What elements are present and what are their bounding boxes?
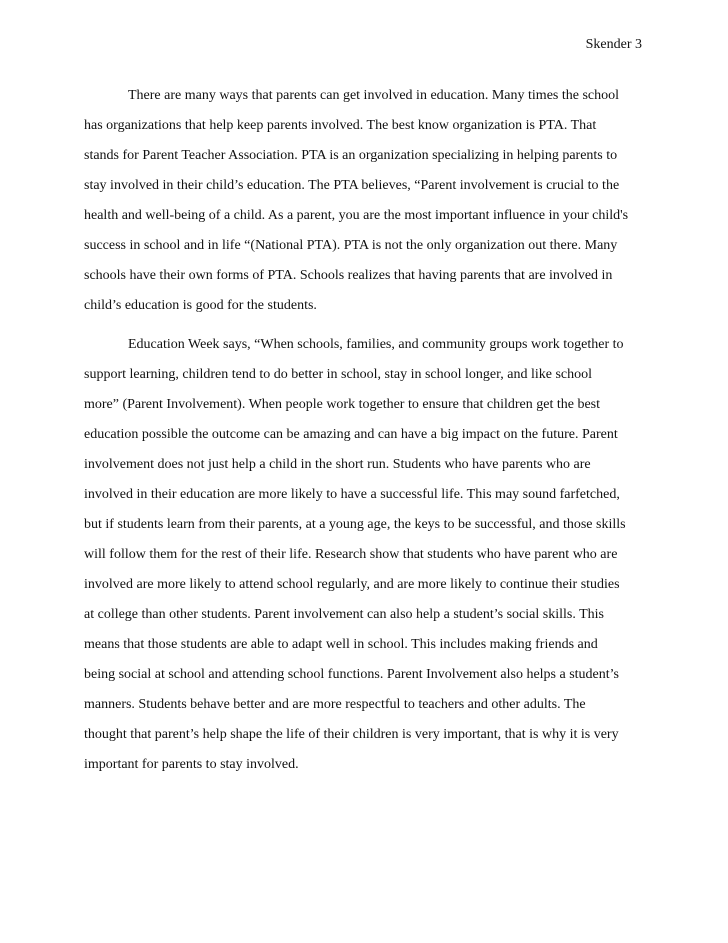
text-line: at college than other students. Parent involvement can also help a student’s social skills. This [84,607,604,622]
text-line: will follow them for the rest of their life. Research show that students who have parent who are [84,547,618,562]
text-line: thought that parent’s help shape the life of their children is very important, that is why it is very [84,727,619,742]
text-line: being social at school and attending school functions. Parent Involvement also helps a student’s [84,667,620,682]
text-line: involved are more likely to attend school regularly, and are more likely to continue their studies [84,577,620,592]
document-body [84,81,644,789]
text-line: more” (Parent Involvement). When people work together to ensure that children get the best [84,397,601,412]
text-line: means that those students are able to adapt well in school. This includes making friends and [84,637,598,652]
text-line: involvement does not just help a child in the short run. Students who have parents who are [84,457,591,472]
text-line: There are many ways that parents can get involved in education. Many times the school [128,88,620,103]
text-line: stay involved in their child’s education. The PTA believes, “Parent involvement is crucial to the [84,178,620,193]
text-line: support learning, children tend to do better in school, stay in school longer, and like school [84,367,592,382]
text-line: manners. Students behave better and are more respectful to teachers and other adults. The [84,697,586,712]
text-line: stands for Parent Teacher Association. PTA is an organization specializing in helping parents to [84,148,618,163]
text-line: education possible the outcome can be amazing and can have a big impact on the future. Parent [84,427,618,442]
text-line: success in school and in life “(National PTA). PTA is not the only organization out there. Many [84,238,618,253]
text-line: Education Week says, “When schools, families, and community groups work together to [128,337,624,352]
text-line: schools have their own forms of PTA. Schools realizes that having parents that are involved in [84,268,613,283]
text-line: child’s education is good for the students. [84,298,317,313]
text-line: health and well-being of a child. As a parent, you are the most important influence in your child's [84,208,629,223]
text-line: has organizations that help keep parents involved. The best know organization is PTA. That [84,118,597,133]
paragraph-1 [84,81,644,321]
text-line: important for parents to stay involved. [84,757,299,772]
paragraph-2 [84,330,644,780]
text-line: involved in their education are more likely to have a successful life. This may sound farfetched, [84,487,620,502]
page-header: Skender 3 [585,37,642,52]
text-line: but if students learn from their parents, at a young age, the keys to be successful, and those skills [84,517,626,532]
